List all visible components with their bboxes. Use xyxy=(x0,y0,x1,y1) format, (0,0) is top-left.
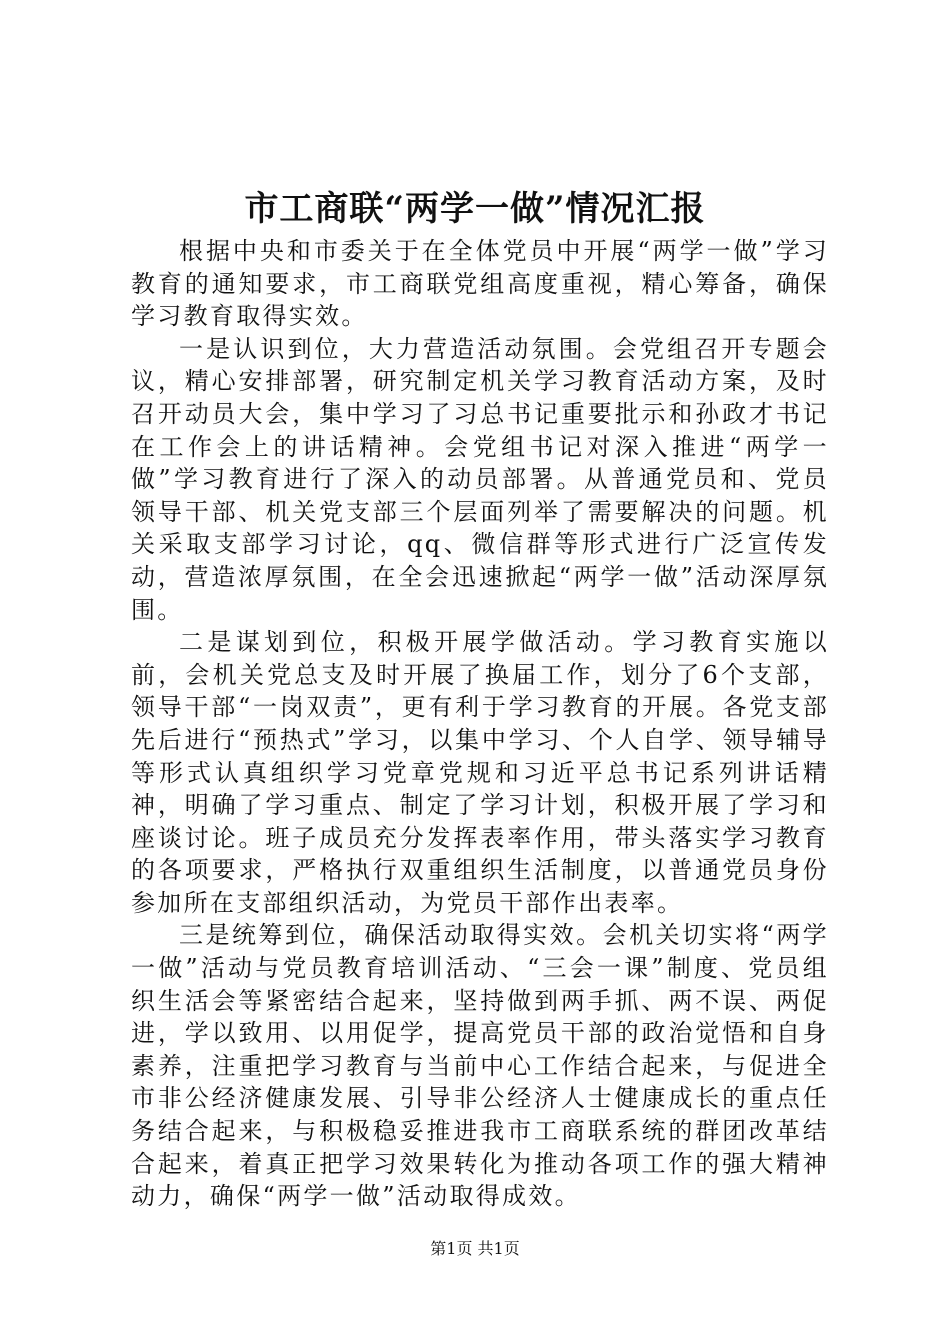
paragraph-three: 三是统筹到位，确保活动取得实效。会机关切实将“两学一做”活动与党员教育培训活动、“三会一课”制度、党员组织生活会等紧密结合起来，坚持做到两手抓、两不误、两促进，学以致用、以用促学，提高党员干部的政治觉悟和自身素养，注重把学习教育与当前中心工作结合起来，与促进全市非公经济健康发展、引导非公经济人士健康成长的重点任务结合起来，与积极稳妥推进我市工商联系统的群团改革结合起来，着真正把学习效果转化为推动各项工作的强大精神动力，确保“两学一做”活动取得成效。 xyxy=(131,921,829,1211)
paragraph-intro: 根据中央和市委关于在全体党员中开展“两学一做”学习教育的通知要求，市工商联党组高度重视，精心筹备，确保学习教育取得实效。 xyxy=(131,237,829,331)
paragraph-two: 二是谋划到位，积极开展学做活动。学习教育实施以前，会机关党总支及时开展了换届工作，划分了6个支部，领导干部“一岗双责”，更有利于学习教育的开展。各党支部先后进行“预热式”学习，以集中学习、个人自学、领导辅导等形式认真组织学习党章党规和习近平总书记系列讲话精神，明确了学习重点、制定了学习计划，积极开展了学习和座谈讨论。班子成员充分发挥表率作用，带头落实学习教育的各项要求，严格执行双重组织生活制度，以普通党员身份参加所在支部组织活动，为党员干部作出表率。 xyxy=(131,628,829,917)
document-body xyxy=(131,235,829,1213)
document-title: 市工商联“两学一做”情况汇报 xyxy=(244,189,706,229)
page-footer: 第1页 共1页 xyxy=(430,1239,520,1258)
paragraph-one: 一是认识到位，大力营造活动氛围。会党组召开专题会议，精心安排部署，研究制定机关学习教育活动方案，及时召开动员大会，集中学习了习总书记重要批示和孙政才书记在工作会上的讲话精神。会党组书记对深入推进“两学一做”学习教育进行了深入的动员部署。从普通党员和、党员领导干部、机关党支部三个层面列举了需要解决的问题。机关采取支部学习讨论，qq、微信群等形式进行广泛宣传发动，营造浓厚氛围，在全会迅速掀起“两学一做”活动深厚氛围。 xyxy=(131,334,829,624)
